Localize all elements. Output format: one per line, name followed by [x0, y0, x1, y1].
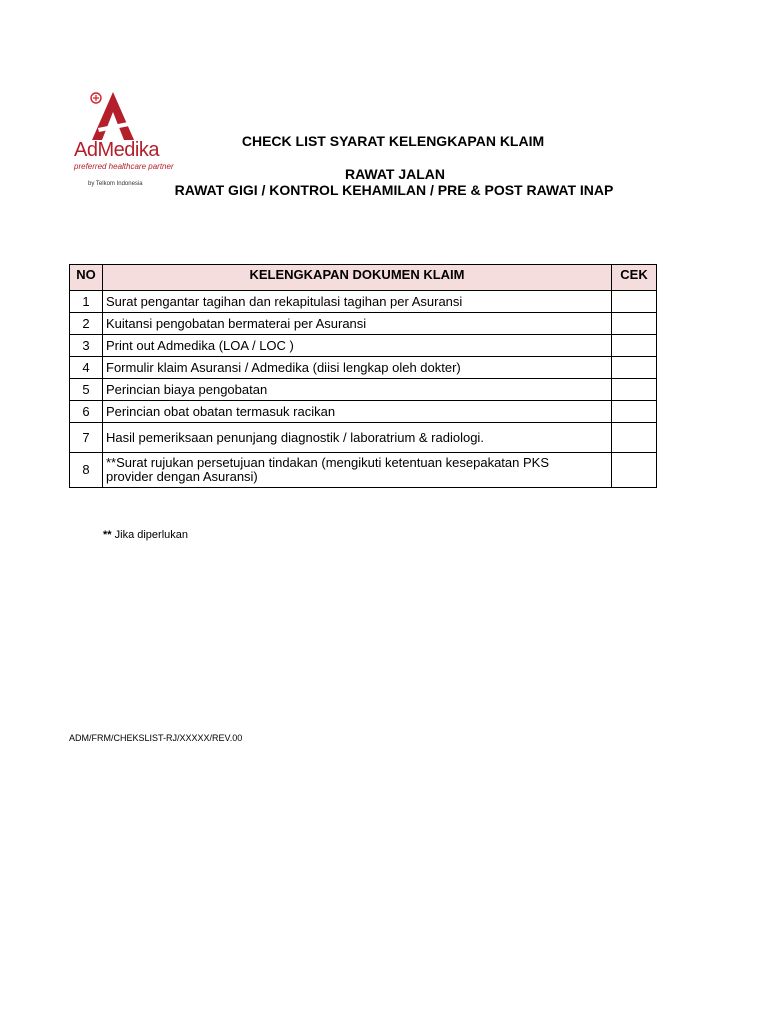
- row-document-line2: provider dengan Asuransi): [106, 469, 258, 484]
- footnote-text: Jika diperlukan: [111, 529, 188, 541]
- row-number: 7: [70, 423, 103, 453]
- checklist-table: [69, 264, 657, 488]
- row-check-cell[interactable]: [612, 423, 657, 453]
- row-document: Print out Admedika (LOA / LOC ): [103, 335, 612, 357]
- row-document: Kuitansi pengobatan bermaterai per Asuransi: [103, 313, 612, 335]
- footnote: [103, 529, 188, 541]
- row-document: Surat pengantar tagihan dan rekapitulasi tagihan per Asuransi: [103, 291, 612, 313]
- table-row: [70, 291, 657, 313]
- row-document: Perincian obat obatan termasuk racikan: [103, 401, 612, 423]
- table-row: [70, 453, 657, 488]
- table-row: [70, 357, 657, 379]
- row-number: 6: [70, 401, 103, 423]
- header-no: NO: [70, 265, 103, 291]
- table-row: [70, 335, 657, 357]
- row-document: Perincian biaya pengobatan: [103, 379, 612, 401]
- row-number: 8: [70, 453, 103, 488]
- table-row: [70, 313, 657, 335]
- row-number: 1: [70, 291, 103, 313]
- subtitle-categories: RAWAT GIGI / KONTROL KEHAMILAN / PRE & POST RAWAT INAP: [174, 182, 614, 198]
- row-document: Hasil pemeriksaan penunjang diagnostik / laboratrium & radiologi.: [103, 423, 612, 453]
- row-check-cell[interactable]: [612, 401, 657, 423]
- telkom-icon: [90, 92, 102, 104]
- row-number: 4: [70, 357, 103, 379]
- row-number: 5: [70, 379, 103, 401]
- row-check-cell[interactable]: [612, 291, 657, 313]
- table-row: [70, 423, 657, 453]
- row-check-cell[interactable]: [612, 313, 657, 335]
- row-check-cell[interactable]: [612, 453, 657, 488]
- row-check-cell[interactable]: [612, 379, 657, 401]
- subtitle-rawat-jalan: RAWAT JALAN: [344, 166, 446, 182]
- logo-tagline: preferred healthcare partner: [74, 162, 174, 171]
- header-cek: CEK: [612, 265, 657, 291]
- row-document: [103, 453, 612, 488]
- row-number: 2: [70, 313, 103, 335]
- footnote-mark: **: [103, 529, 112, 541]
- row-check-cell[interactable]: [612, 335, 657, 357]
- row-number: 3: [70, 335, 103, 357]
- header-document: KELENGKAPAN DOKUMEN KLAIM: [103, 265, 612, 291]
- row-check-cell[interactable]: [612, 357, 657, 379]
- logo-name: AdMedika: [74, 139, 159, 161]
- row-document-line1: **Surat rujukan persetujuan tindakan (mengikuti ketentuan kesepakatan PKS: [106, 455, 550, 470]
- form-code: ADM/FRM/CHEKSLIST-RJ/XXXXX/REV.00: [69, 733, 243, 743]
- table-header-row: [70, 265, 657, 291]
- page-title: CHECK LIST SYARAT KELENGKAPAN KLAIM: [241, 133, 545, 149]
- table-row: [70, 379, 657, 401]
- table-row: [70, 401, 657, 423]
- row-document: Formulir klaim Asuransi / Admedika (diisi lengkap oleh dokter): [103, 357, 612, 379]
- logo-by-telkom: by Telkom Indonesia: [88, 181, 143, 187]
